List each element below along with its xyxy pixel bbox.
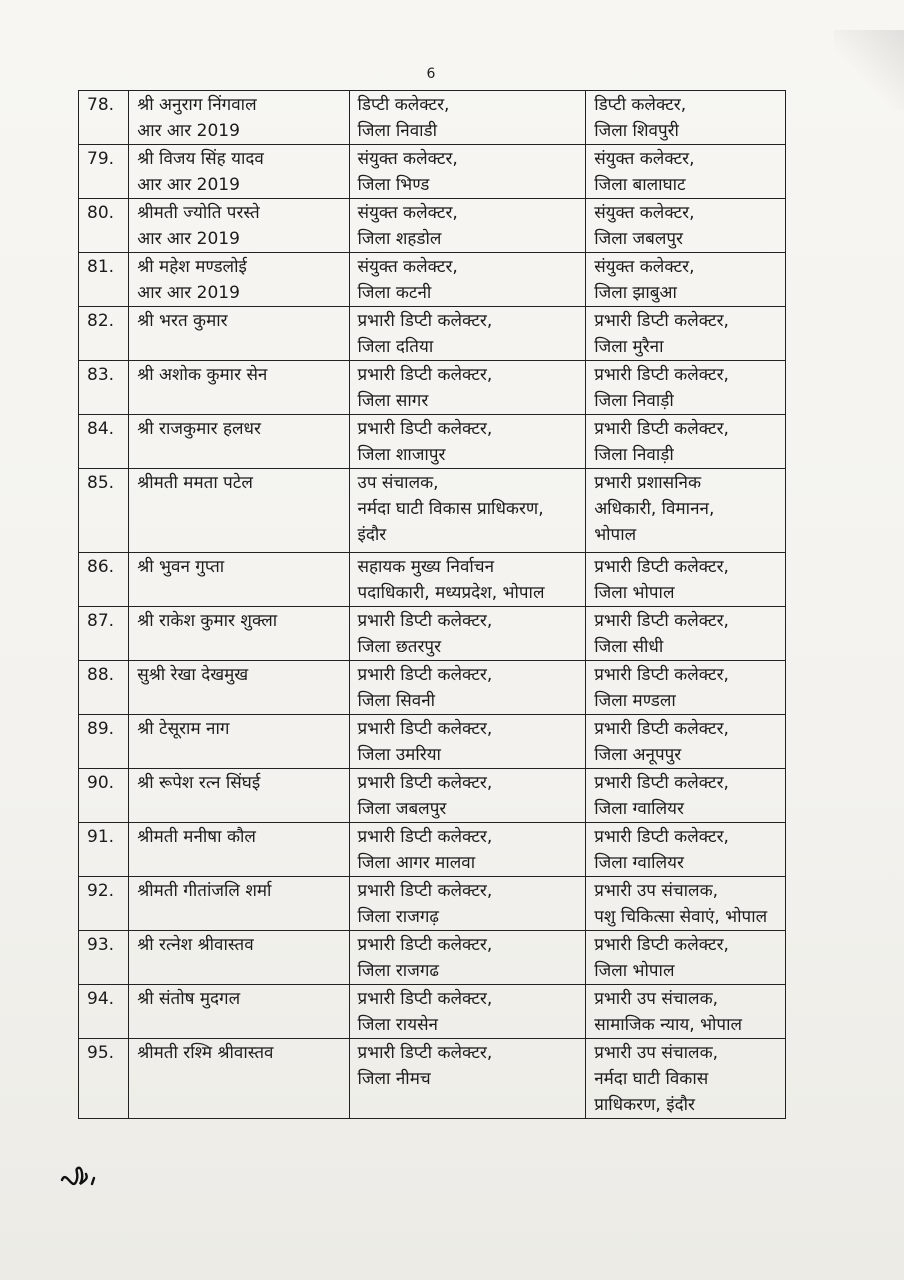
current-posting-cell-line: प्रभारी डिप्टी कलेक्टर, [357,881,493,901]
officer-name-cell-line: सुश्री रेखा देखमुख [137,665,249,685]
new-posting-cell [586,877,786,931]
current-posting-cell [349,199,586,253]
current-posting-cell-line: डिप्टी कलेक्टर, [357,95,450,115]
officer-name-cell [129,145,349,199]
officer-name-cell [129,985,349,1039]
table-row [79,307,786,361]
officer-name-cell-line: श्री भुवन गुप्ता [137,557,225,577]
officer-name-cell-line: आर आर 2019 [137,283,240,303]
new-posting-cell-line: प्रभारी डिप्टी कलेक्टर, [594,827,729,847]
current-posting-cell-line: संयुक्त कलेक्टर, [357,203,458,223]
officer-name-cell [129,931,349,985]
current-posting-cell-line: जिला नीमच [357,1069,431,1089]
table-row [79,823,786,877]
new-posting-cell [586,91,786,145]
table-row [79,715,786,769]
table-row [79,253,786,307]
table-row [79,769,786,823]
current-posting-cell-line: सहायक मुख्य निर्वाचन [357,557,495,577]
new-posting-cell [586,769,786,823]
serial-cell [79,985,129,1039]
new-posting-cell [586,823,786,877]
serial-cell [79,553,129,607]
current-posting-cell-line: प्रभारी डिप्टी कलेक्टर, [357,773,493,793]
new-posting-cell-line: प्रभारी प्रशासनिक [594,473,701,493]
serial-cell [79,145,129,199]
officer-name-cell-line: श्रीमती गीतांजलि शर्मा [137,881,272,901]
table-row [79,199,786,253]
officer-name-cell [129,769,349,823]
officer-name-cell-line: श्री विजय सिंह यादव [137,149,264,169]
current-posting-cell-line: जिला उमरिया [357,745,441,765]
officer-name-cell-line: श्री राजकुमार हलधर [137,419,261,439]
current-posting-cell [349,1039,586,1119]
serial-number: 81. [87,257,115,277]
current-posting-cell-line: जिला रायसेन [357,1015,438,1035]
current-posting-cell-line: प्रभारी डिप्टी कलेक्टर, [357,827,493,847]
current-posting-cell [349,253,586,307]
new-posting-cell-line: डिप्टी कलेक्टर, [594,95,687,115]
current-posting-cell-line: प्रभारी डिप्टी कलेक्टर, [357,935,493,955]
new-posting-cell [586,253,786,307]
new-posting-cell [586,661,786,715]
current-posting-cell-line: प्रभारी डिप्टी कलेक्टर, [357,665,493,685]
officer-name-cell [129,307,349,361]
officer-name-cell-line: श्रीमती ममता पटेल [137,473,253,493]
new-posting-cell-line: प्रभारी उप संचालक, [594,1043,719,1063]
officer-name-cell-line: आर आर 2019 [137,175,240,195]
officer-name-cell-line: श्रीमती ज्योति परस्ते [137,203,260,223]
new-posting-cell-line: प्रभारी डिप्टी कलेक्टर, [594,665,729,685]
serial-number: 89. [87,719,115,739]
new-posting-cell-line: प्रभारी उप संचालक, [594,881,719,901]
new-posting-cell [586,469,786,553]
new-posting-cell-line: जिला शिवपुरी [594,121,679,141]
new-posting-cell-line: अधिकारी, विमानन, [594,499,715,519]
current-posting-cell [349,553,586,607]
serial-cell [79,253,129,307]
current-posting-cell-line: प्रभारी डिप्टी कलेक्टर, [357,311,493,331]
new-posting-cell-line: जिला भोपाल [594,961,675,981]
current-posting-cell-line: प्रभारी डिप्टी कलेक्टर, [357,719,493,739]
serial-cell [79,769,129,823]
current-posting-cell [349,607,586,661]
new-posting-cell-line: प्रभारी डिप्टी कलेक्टर, [594,719,729,739]
table-row [79,91,786,145]
new-posting-cell-line: जिला निवाड़ी [594,445,674,465]
current-posting-cell-line: नर्मदा घाटी विकास प्राधिकरण, [357,499,544,519]
new-posting-cell-line: प्राधिकरण, इंदौर [594,1095,695,1115]
new-posting-cell-line: जिला ग्वालियर [594,799,684,819]
new-posting-cell [586,415,786,469]
new-posting-cell-line: जिला भोपाल [594,583,675,603]
serial-cell [79,607,129,661]
serial-number: 84. [87,419,115,439]
new-posting-cell-line: जिला ग्वालियर [594,853,684,873]
officer-name-cell-line: आर आर 2019 [137,121,240,141]
serial-cell [79,199,129,253]
officer-name-cell-line: श्री महेश मण्डलोई [137,257,247,277]
transfer-table [78,90,786,1119]
current-posting-cell-line: जिला राजगढ़ [357,907,439,927]
serial-cell [79,877,129,931]
officer-name-cell [129,877,349,931]
serial-cell [79,307,129,361]
new-posting-cell-line: प्रभारी डिप्टी कलेक्टर, [594,611,729,631]
current-posting-cell-line: प्रभारी डिप्टी कलेक्टर, [357,611,493,631]
new-posting-cell-line: संयुक्त कलेक्टर, [594,203,695,223]
officer-name-cell-line: श्री रूपेश रत्न सिंघई [137,773,261,793]
table-row [79,553,786,607]
new-posting-cell [586,361,786,415]
current-posting-cell-line: जिला दतिया [357,337,434,357]
current-posting-cell-line: जिला राजगढ [357,961,439,981]
new-posting-cell [586,145,786,199]
page-number: 6 [426,66,436,82]
new-posting-cell-line: जिला मण्डला [594,691,676,711]
current-posting-cell-line: जिला जबलपुर [357,799,447,819]
serial-cell [79,715,129,769]
handwritten-initial-mark [58,1160,108,1200]
new-posting-cell-line: प्रभारी डिप्टी कलेक्टर, [594,365,729,385]
new-posting-cell [586,985,786,1039]
new-posting-cell-line: संयुक्त कलेक्टर, [594,257,695,277]
new-posting-cell-line: सामाजिक न्याय, भोपाल [594,1015,743,1035]
officer-name-cell-line: श्रीमती रश्मि श्रीवास्तव [137,1043,274,1063]
current-posting-cell-line: प्रभारी डिप्टी कलेक्टर, [357,1043,493,1063]
new-posting-cell-line: प्रभारी डिप्टी कलेक्टर, [594,557,729,577]
officer-name-cell [129,361,349,415]
current-posting-cell [349,361,586,415]
new-posting-cell-line: प्रभारी डिप्टी कलेक्टर, [594,773,729,793]
serial-number: 93. [87,935,115,955]
current-posting-cell [349,307,586,361]
serial-number: 82. [87,311,115,331]
new-posting-cell [586,307,786,361]
current-posting-cell-line: इंदौर [357,525,387,545]
serial-number: 94. [87,989,115,1009]
new-posting-cell-line: जिला झाबुआ [594,283,677,303]
current-posting-cell [349,715,586,769]
officer-name-cell-line: श्रीमती मनीषा कौल [137,827,256,847]
officer-name-cell [129,715,349,769]
officer-name-cell [129,199,349,253]
officer-name-cell [129,823,349,877]
table-row [79,415,786,469]
table-row [79,661,786,715]
current-posting-cell-line: उप संचालक, [357,473,439,493]
serial-cell [79,1039,129,1119]
serial-cell [79,415,129,469]
current-posting-cell-line: जिला शहडोल [357,229,442,249]
table-row [79,607,786,661]
new-posting-cell-line: भोपाल [594,525,637,545]
new-posting-cell [586,199,786,253]
current-posting-cell [349,661,586,715]
new-posting-cell-line: प्रभारी डिप्टी कलेक्टर, [594,419,729,439]
current-posting-cell [349,415,586,469]
current-posting-cell [349,469,586,553]
new-posting-cell [586,607,786,661]
officer-name-cell [129,661,349,715]
current-posting-cell-line: जिला निवाडी [357,121,438,141]
serial-number: 85. [87,473,115,493]
new-posting-cell-line: प्रभारी डिप्टी कलेक्टर, [594,935,729,955]
officer-name-cell [129,253,349,307]
serial-cell [79,361,129,415]
serial-cell [79,91,129,145]
officer-name-cell [129,91,349,145]
officer-name-cell-line: श्री अशोक कुमार सेन [137,365,268,385]
new-posting-cell-line: जिला अनूपपुर [594,745,682,765]
serial-number: 91. [87,827,115,847]
serial-number: 79. [87,149,115,169]
current-posting-cell-line: जिला आगर मालवा [357,853,476,873]
current-posting-cell-line: जिला कटनी [357,283,432,303]
officer-name-cell [129,469,349,553]
new-posting-cell-line: जिला सीधी [594,637,664,657]
new-posting-cell-line: जिला बालाघाट [594,175,686,195]
officer-name-cell-line: श्री रत्नेश श्रीवास्तव [137,935,254,955]
officer-name-cell-line: श्री अनुराग निंगवाल [137,95,257,115]
new-posting-cell-line: प्रभारी उप संचालक, [594,989,719,1009]
new-posting-cell-line: जिला जबलपुर [594,229,683,249]
new-posting-cell [586,931,786,985]
officer-name-cell [129,1039,349,1119]
current-posting-cell-line: संयुक्त कलेक्टर, [357,149,458,169]
current-posting-cell [349,769,586,823]
officer-name-cell-line: श्री संतोष मुदगल [137,989,241,1009]
officer-name-cell [129,553,349,607]
officer-name-cell-line: श्री राकेश कुमार शुक्ला [137,611,278,631]
new-posting-cell [586,715,786,769]
table-row [79,985,786,1039]
current-posting-cell-line: प्रभारी डिप्टी कलेक्टर, [357,365,493,385]
officer-name-cell-line: आर आर 2019 [137,229,240,249]
new-posting-cell-line: नर्मदा घाटी विकास [594,1069,709,1089]
current-posting-cell [349,931,586,985]
serial-number: 83. [87,365,115,385]
table-row [79,931,786,985]
current-posting-cell [349,985,586,1039]
current-posting-cell-line: संयुक्त कलेक्टर, [357,257,458,277]
current-posting-cell-line: जिला छतरपुर [357,637,442,657]
table-row [79,1039,786,1119]
officer-name-cell-line: श्री भरत कुमार [137,311,228,331]
current-posting-cell-line: पदाधिकारी, मध्यप्रदेश, भोपाल [357,583,545,603]
serial-number: 87. [87,611,115,631]
new-posting-cell-line: संयुक्त कलेक्टर, [594,149,695,169]
serial-cell [79,931,129,985]
serial-number: 92. [87,881,115,901]
current-posting-cell-line: जिला शाजापुर [357,445,446,465]
new-posting-cell [586,1039,786,1119]
transfer-table-body [79,91,786,1119]
serial-cell [79,823,129,877]
new-posting-cell-line: जिला मुरैना [594,337,664,357]
serial-cell [79,469,129,553]
table-row [79,877,786,931]
officer-name-cell [129,415,349,469]
serial-number: 90. [87,773,115,793]
table-row [79,469,786,553]
table-row [79,361,786,415]
new-posting-cell-line: प्रभारी डिप्टी कलेक्टर, [594,311,729,331]
new-posting-cell-line: पशु चिकित्सा सेवाएं, भोपाल [594,907,768,927]
officer-name-cell [129,607,349,661]
serial-cell [79,661,129,715]
serial-number: 80. [87,203,115,223]
current-posting-cell [349,823,586,877]
current-posting-cell-line: प्रभारी डिप्टी कलेक्टर, [357,419,493,439]
serial-number: 78. [87,95,115,115]
serial-number: 95. [87,1043,115,1063]
table-row [79,145,786,199]
current-posting-cell-line: प्रभारी डिप्टी कलेक्टर, [357,989,493,1009]
current-posting-cell [349,877,586,931]
officer-name-cell-line: श्री टेसूराम नाग [137,719,230,739]
new-posting-cell [586,553,786,607]
new-posting-cell-line: जिला निवाड़ी [594,391,674,411]
current-posting-cell-line: जिला सागर [357,391,429,411]
current-posting-cell [349,91,586,145]
serial-number: 86. [87,557,115,577]
current-posting-cell [349,145,586,199]
serial-number: 88. [87,665,115,685]
current-posting-cell-line: जिला सिवनी [357,691,436,711]
current-posting-cell-line: जिला भिण्ड [357,175,430,195]
